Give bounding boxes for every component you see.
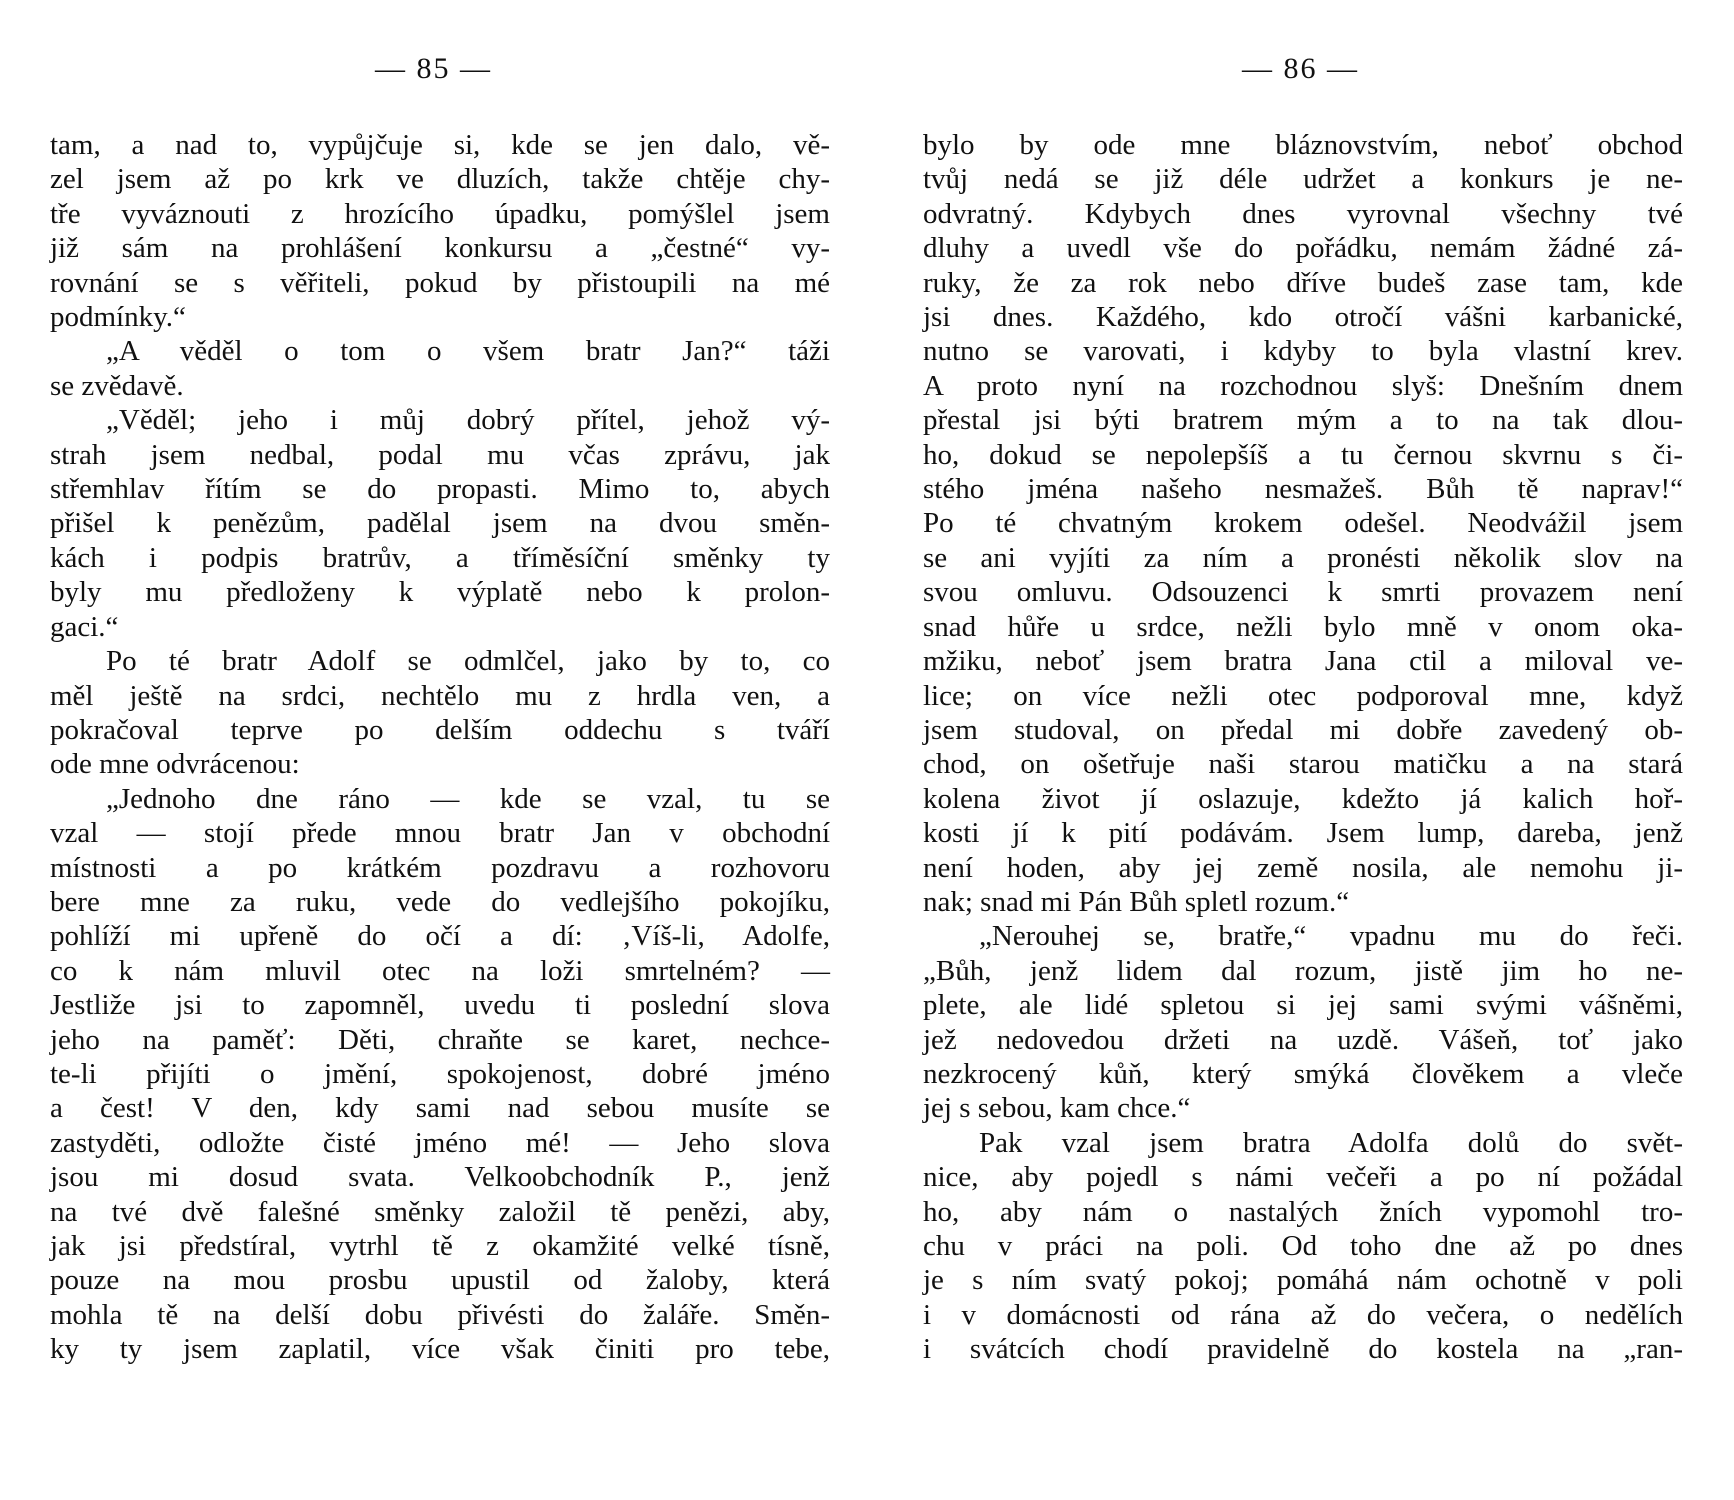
text-line: pokračoval teprve po delším oddechu s tváří bbox=[50, 713, 830, 746]
text-line: nezkrocený kůň, který smýká člověkem a vleče bbox=[923, 1057, 1683, 1090]
text-line: svou omluvu. Odsouzenci k smrti provazem není bbox=[923, 576, 1683, 609]
text-line: stého jména našeho nesmažeš. Bůh tě naprav!“ bbox=[923, 473, 1683, 506]
text-line: ho, dokud se nepolepšíš a tu černou skvrnu s či- bbox=[923, 438, 1683, 471]
page-text bbox=[923, 128, 1683, 1367]
text-line: „Jednoho dne ráno — kde se vzal, tu se bbox=[106, 782, 830, 815]
text-line: nice, aby pojedl s námi večeři a po ní požádal bbox=[923, 1161, 1683, 1194]
text-line: te-li přijíti o jmění, spokojenost, dobré jméno bbox=[50, 1057, 830, 1090]
text-line: strah jsem nedbal, podal mu včas zprávu, jak bbox=[50, 438, 830, 471]
text-line: Jestliže jsi to zapomněl, uvedu ti poslední slova bbox=[50, 989, 830, 1022]
page-text bbox=[50, 128, 830, 1367]
text-line: místnosti a po krátkém pozdravu a rozhovoru bbox=[50, 851, 830, 884]
text-line: zastyděti, odložte čisté jméno mé! — Jeho slova bbox=[50, 1126, 830, 1159]
text-line: pohlíží mi upřeně do očí a dí: ‚Víš-li, Adolfe, bbox=[50, 920, 830, 953]
text-line: bylo by ode mne bláznovstvím, neboť obchod bbox=[923, 129, 1683, 161]
page-number: — 85 — bbox=[375, 52, 492, 85]
text-line: jsou mi dosud svata. Velkoobchodník P., jenž bbox=[50, 1161, 830, 1194]
text-line: tvůj nedá se již déle udržet a konkurs je ne- bbox=[923, 163, 1683, 196]
text-line: vzal — stojí přede mnou bratr Jan v obchodní bbox=[50, 817, 830, 850]
text-line: jej s sebou, kam chce.“ bbox=[923, 1092, 1191, 1125]
text-line: pouze na mou prosbu upustil od žaloby, která bbox=[50, 1264, 830, 1297]
text-line: odvratný. Kdybych dnes vyrovnal všechny tvé bbox=[923, 197, 1683, 230]
text-line: plete, ale lidé spletou si jej sami svými vášněmi, bbox=[923, 989, 1683, 1022]
text-line: měl ještě na srdci, nechtělo mu z hrdla ven, a bbox=[50, 679, 830, 712]
text-line: není hoden, aby jej země nosila, ale nemohu ji- bbox=[923, 851, 1683, 884]
text-line: jeho na paměť: Děti, chraňte se karet, nechce- bbox=[50, 1023, 830, 1056]
right-page bbox=[867, 0, 1734, 1500]
text-line: podmínky.“ bbox=[50, 301, 186, 334]
page-number: — 86 — bbox=[1242, 52, 1359, 85]
text-line: jak jsi předstíral, vytrhl tě z okamžité velké tísně, bbox=[50, 1230, 830, 1262]
text-line: lice; on více nežli otec podporoval mne, když bbox=[923, 679, 1683, 712]
text-line: přestal jsi býti bratrem mým a to na tak dlou- bbox=[923, 404, 1683, 437]
text-line: kosti jí k pití podávám. Jsem lump, dareba, jenž bbox=[923, 817, 1683, 850]
text-line: tam, a nad to, vypůjčuje si, kde se jen dalo, vě- bbox=[50, 129, 830, 161]
text-line: ho, aby nám o nastalých žních vypomohl tro- bbox=[923, 1195, 1683, 1228]
text-line: tře vyváznouti z hrozícího úpadku, pomýšlel jsem bbox=[50, 197, 830, 230]
text-line: „Nerouhej se, bratře,“ vpadnu mu do řeči. bbox=[979, 920, 1683, 953]
text-line: chu v práci na poli. Od toho dne až po dnes bbox=[923, 1230, 1683, 1262]
text-line: mžiku, neboť jsem bratra Jana ctil a miloval ve- bbox=[923, 645, 1683, 678]
text-line: se ani vyjíti za ním a pronésti několik slov na bbox=[923, 541, 1683, 574]
text-line: již sám na prohlášení konkursu a „čestné“ vy- bbox=[50, 232, 830, 265]
text-line: přišel k penězům, padělal jsem na dvou směn- bbox=[50, 507, 830, 540]
text-line: jsem studoval, on předal mi dobře zavedený ob- bbox=[923, 713, 1683, 746]
text-line: „Věděl; jeho i můj dobrý přítel, jehož vý- bbox=[106, 404, 830, 437]
text-line: ode mne odvrácenou: bbox=[50, 748, 300, 781]
text-line: dluhy a uvedl vše do pořádku, nemám žádné zá- bbox=[923, 232, 1683, 265]
text-line: Po té chvatným krokem odešel. Neodvážil jsem bbox=[923, 507, 1683, 540]
text-line: jsi dnes. Každého, kdo otročí vášni karbanické, bbox=[923, 301, 1683, 334]
text-line: Pak vzal jsem bratra Adolfa dolů do svět- bbox=[979, 1126, 1683, 1159]
text-line: je s ním svatý pokoj; pomáhá nám ochotně v poli bbox=[923, 1264, 1683, 1297]
text-line: snad hůře u srdce, nežli bylo mně v onom oka- bbox=[923, 610, 1683, 643]
text-line: se zvědavě. bbox=[50, 369, 184, 402]
text-line: nutno se varovati, i kdyby to byla vlastní krev. bbox=[923, 335, 1683, 368]
text-line: na tvé dvě falešné směnky založil tě penězi, aby, bbox=[50, 1195, 830, 1228]
text-line: střemhlav řítím se do propasti. Mimo to, abych bbox=[50, 473, 830, 506]
text-line: ruky, že za rok nebo dříve budeš zase tam, kde bbox=[923, 266, 1683, 299]
text-line: „Bůh, jenž lidem dal rozum, jistě jim ho ne- bbox=[923, 954, 1683, 987]
text-line: nak; snad mi Pán Bůh spletl rozum.“ bbox=[923, 885, 1350, 918]
text-line: kách i podpis bratrův, a tříměsíční směnky ty bbox=[50, 541, 830, 574]
text-line: gaci.“ bbox=[50, 610, 119, 643]
text-line: co k nám mluvil otec na loži smrtelném? — bbox=[50, 954, 830, 987]
text-line: chod, on ošetřuje naši starou matičku a na stará bbox=[923, 748, 1683, 781]
text-line: i v domácnosti od rána až do večera, o nedělích bbox=[923, 1298, 1683, 1331]
text-line: A proto nyní na rozchodnou slyš: Dnešním dnem bbox=[923, 369, 1683, 402]
text-line: „A věděl o tom o všem bratr Jan?“ táži bbox=[106, 335, 830, 368]
text-line: zel jsem až po krk ve dluzích, takže chtěje chy- bbox=[50, 163, 830, 196]
text-line: kolena život jí oslazuje, kdežto já kalich hoř- bbox=[923, 782, 1683, 815]
text-line: ky ty jsem zaplatil, více však činiti pro tebe, bbox=[50, 1333, 830, 1366]
text-line: a čest! V den, kdy sami nad sebou musíte se bbox=[50, 1092, 830, 1125]
text-line: i svátcích chodí pravidelně do kostela na „ran- bbox=[923, 1333, 1683, 1366]
text-line: rovnání se s věřiteli, pokud by přistoupili na mé bbox=[50, 266, 830, 299]
text-line: Po té bratr Adolf se odmlčel, jako by to, co bbox=[106, 645, 830, 678]
text-line: bere mne za ruku, vede do vedlejšího pokojíku, bbox=[50, 885, 830, 918]
text-line: jež nedovedou držeti na uzdě. Vášeň, toť jako bbox=[923, 1023, 1683, 1056]
text-line: mohla tě na delší dobu přivésti do žaláře. Směn- bbox=[50, 1298, 830, 1331]
text-line: byly mu předloženy k výplatě nebo k prolon- bbox=[50, 576, 830, 609]
